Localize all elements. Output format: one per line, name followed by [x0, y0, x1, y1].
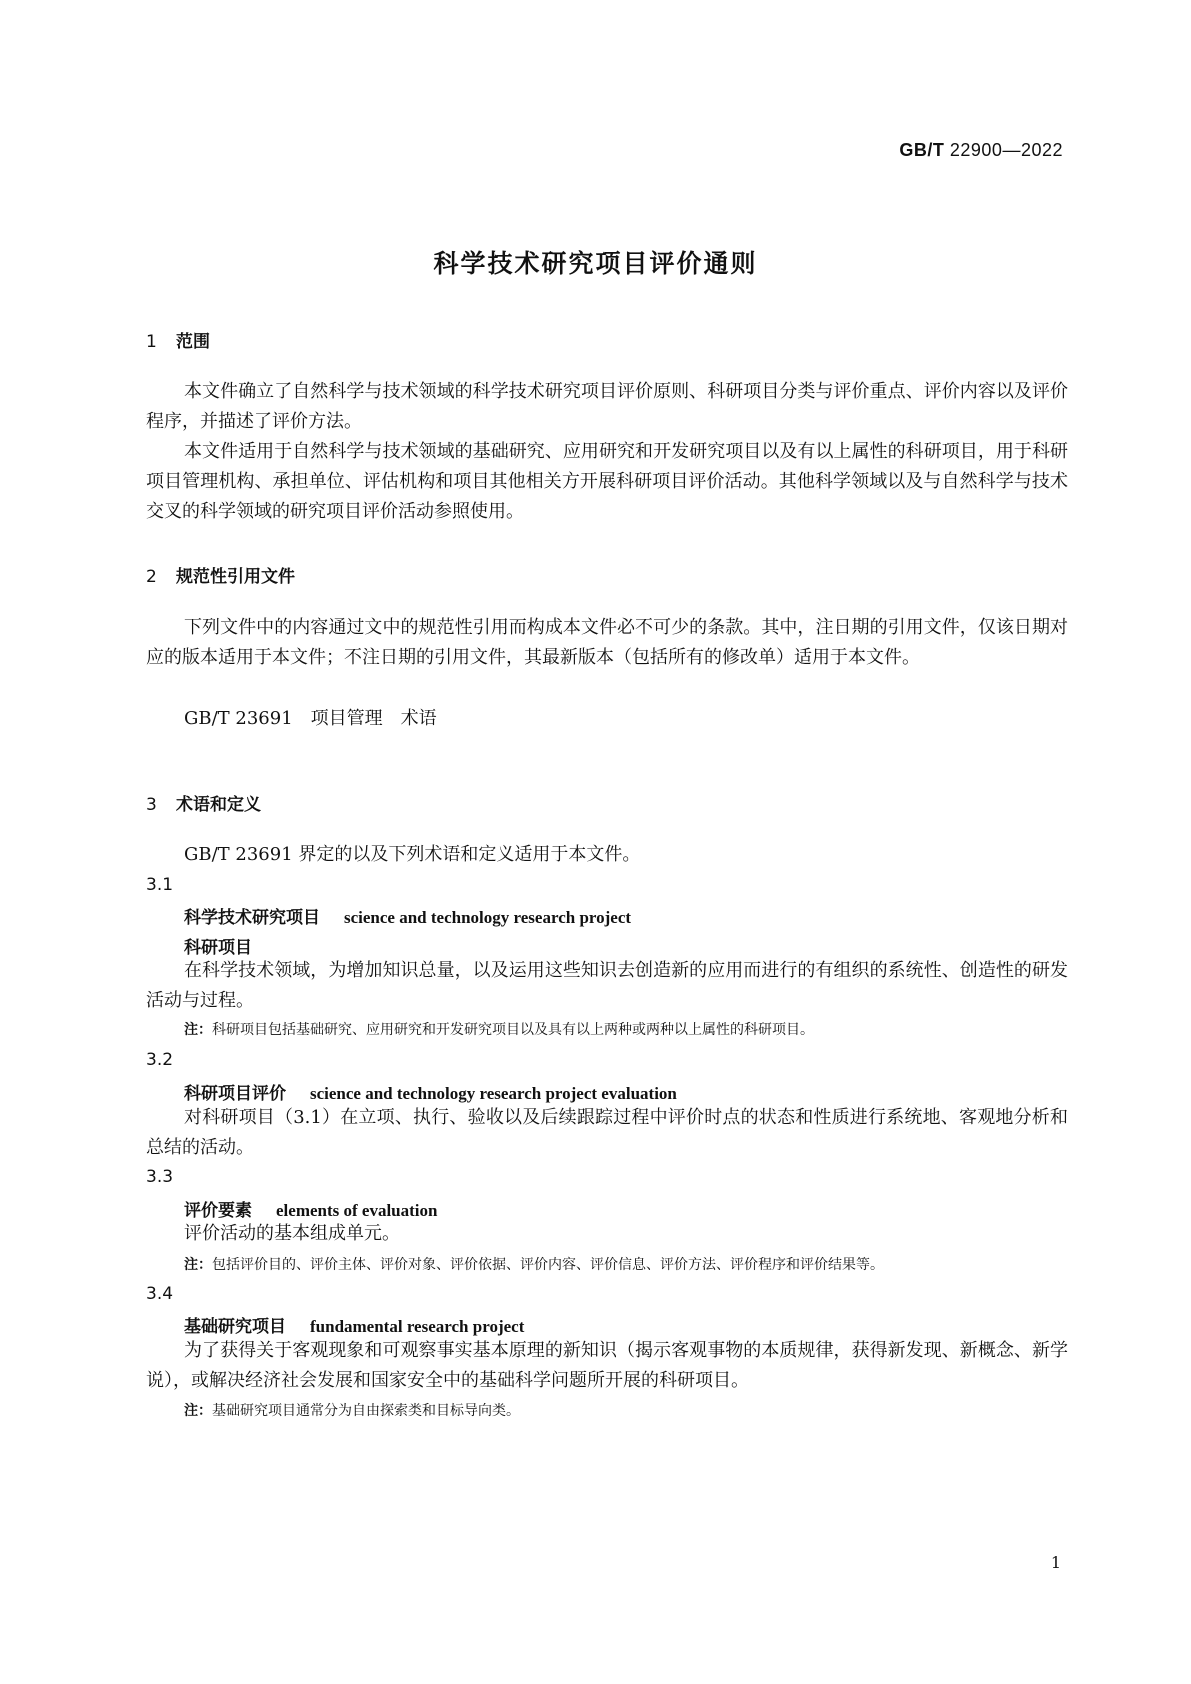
- section-1-heading: [146, 327, 210, 352]
- term-number: 3.1: [146, 875, 174, 895]
- section-2-heading: [146, 562, 295, 587]
- section-title: 术语和定义: [176, 795, 261, 815]
- section-title: 规范性引用文件: [176, 567, 295, 587]
- term-synonym-text: 科研项目: [184, 938, 252, 958]
- section-number: 2: [146, 567, 157, 587]
- term-note: [184, 1400, 1068, 1422]
- term-chinese: 基础研究项目: [184, 1317, 286, 1337]
- term-synonym: [184, 933, 252, 958]
- term-number: 3.4: [146, 1284, 174, 1304]
- terms-intro: GB/T 23691 界定的以及下列术语和定义适用于本文件。: [184, 844, 641, 865]
- standard-prefix: GB/T: [899, 140, 945, 160]
- term-english: science and technology research project: [344, 908, 632, 927]
- section-title: 范围: [176, 332, 210, 352]
- normative-references-paragraph: 下列文件中的内容通过文中的规范性引用而构成本文件必不可少的条款。其中，注日期的引用文件，仅该日期对应的版本适用于本文件；不注日期的引用文件，其最新版本（包括所有的修改单）适用于本文件。: [146, 617, 1068, 668]
- section-number: 3: [146, 795, 157, 815]
- term-english: fundamental research project: [310, 1317, 525, 1336]
- term-english: elements of evaluation: [276, 1201, 438, 1220]
- term-english: science and technology research project evaluation: [310, 1084, 677, 1103]
- note-text: 科研项目包括基础研究、应用研究和开发研究项目以及具有以上两种或两种以上属性的科研项目。: [212, 1022, 814, 1038]
- term-chinese: 评价要素: [184, 1201, 252, 1221]
- note-label: 注：: [184, 1257, 212, 1273]
- term-number: 3.2: [146, 1050, 174, 1070]
- note-label: 注：: [184, 1403, 212, 1419]
- document-title: 科学技术研究项目评价通则: [433, 249, 758, 278]
- term-chinese: 科学技术研究项目: [184, 908, 320, 928]
- note-text: 基础研究项目通常分为自由探索类和目标导向类。: [212, 1403, 520, 1419]
- note-label: 注：: [184, 1022, 212, 1038]
- term-note: [184, 1254, 1068, 1276]
- standard-number: 22900—2022: [949, 140, 1063, 160]
- term-definition: 在科学技术领域，为增加知识总量，以及运用这些知识去创造新的应用而进行的有组织的系统性、创造性的研发活动与过程。: [146, 960, 1068, 1011]
- section-number: 1: [146, 332, 157, 352]
- standard-code: [899, 140, 1063, 161]
- note-text: 包括评价目的、评价主体、评价对象、评价依据、评价内容、评价信息、评价方法、评价程序和评价结果等。: [212, 1257, 884, 1273]
- page-number: 1: [1050, 1553, 1061, 1572]
- scope-paragraph-1: 本文件确立了自然科学与技术领域的科学技术研究项目评价原则、科研项目分类与评价重点、评价内容以及评价程序，并描述了评价方法。: [146, 381, 1068, 432]
- term-entry: [184, 903, 631, 928]
- term-chinese: 科研项目评价: [184, 1084, 286, 1104]
- scope-paragraph-2: 本文件适用于自然科学与技术领域的基础研究、应用研究和开发研究项目以及有以上属性的科研项目，用于科研项目管理机构、承担单位、评估机构和项目其他相关方开展科研项目评价活动。其他科学领域以及与自然科学与技术交叉的科学领域的研究项目评价活动参照使用。: [146, 441, 1068, 522]
- term-entry: [184, 1079, 677, 1104]
- term-definition: 为了获得关于客观现象和可观察事实基本原理的新知识（揭示客观事物的本质规律，获得新发现、新概念、新学说），或解决经济社会发展和国家安全中的基础科学问题所开展的科研项目。: [146, 1340, 1068, 1391]
- term-definition: 对科研项目（3.1）在立项、执行、验收以及后续跟踪过程中评价时点的状态和性质进行系统地、客观地分析和总结的活动。: [146, 1107, 1068, 1158]
- normative-reference-item: GB/T 23691 项目管理 术语: [184, 708, 437, 729]
- term-definition: 评价活动的基本组成单元。: [184, 1223, 400, 1244]
- section-3-heading: [146, 790, 261, 815]
- term-entry: [184, 1312, 524, 1337]
- term-note: [184, 1019, 1068, 1041]
- term-entry: [184, 1196, 437, 1221]
- term-number: 3.3: [146, 1167, 174, 1187]
